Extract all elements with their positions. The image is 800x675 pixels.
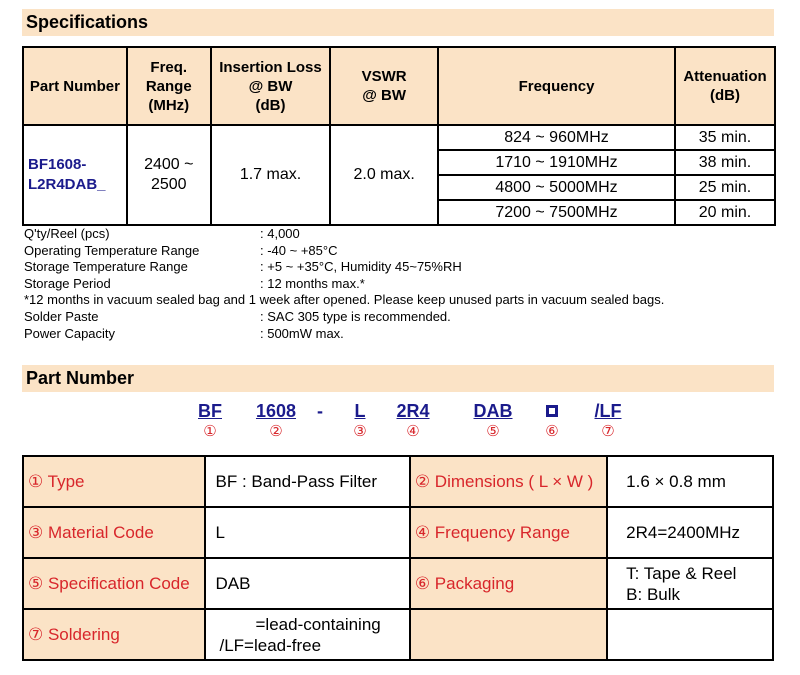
- pn-segment-packaging: ⑥: [538, 400, 566, 442]
- type-label: ① Type: [23, 456, 205, 507]
- band-frequency: 1710 ~ 1910MHz: [438, 150, 675, 175]
- note-label: Storage Period: [24, 275, 111, 291]
- pn-segment-dimensions: 1608 ②: [255, 401, 297, 440]
- note-label: Q'ty/Reel (pcs): [24, 226, 110, 241]
- part-number-value: BF1608- L2R4DAB_: [23, 125, 127, 225]
- pn-segment-material: L ③: [353, 401, 367, 440]
- band-attenuation: 38 min.: [675, 150, 775, 175]
- note-value: : SAC 305 type is recommended.: [260, 308, 451, 324]
- note-value: : -40 ~ +85°C: [260, 242, 338, 258]
- pn-segment-frequency: 2R4 ④: [396, 401, 430, 440]
- note-value: : 500mW max.: [260, 325, 344, 341]
- note-value: : 12 months max.*: [260, 275, 365, 291]
- part-number-heading: Part Number: [22, 365, 774, 392]
- pn-segment-type: BF ①: [198, 401, 222, 440]
- note-value: : 4,000: [260, 226, 300, 241]
- soldering-label: ⑦ Soldering: [23, 609, 205, 660]
- note-footnote: *12 months in vacuum sealed bag and 1 week after opened. Please keep unused parts in vacuum sealed bags.: [24, 292, 665, 308]
- type-value: BF : Band-Pass Filter: [205, 456, 410, 507]
- header-part-number: Part Number: [23, 47, 127, 125]
- note-label: Storage Temperature Range: [24, 259, 188, 275]
- band-attenuation: 35 min.: [675, 125, 775, 150]
- empty-cell: [410, 609, 607, 660]
- frequency-range-value: 2R4=2400MHz: [607, 507, 773, 558]
- packaging-label: ⑥ Packaging: [410, 558, 607, 609]
- part-number-table: [22, 455, 774, 661]
- band-frequency: 4800 ~ 5000MHz: [438, 175, 675, 200]
- header-frequency: Frequency: [438, 47, 675, 125]
- spec-code-label: ⑤ Specification Code: [23, 558, 205, 609]
- spec-code-value: DAB: [205, 558, 410, 609]
- vswr-value: 2.0 max.: [330, 125, 438, 225]
- specifications-table: [22, 46, 776, 226]
- material-code-value: L: [205, 507, 410, 558]
- pn-segment-spec-code: DAB ⑤: [473, 401, 513, 440]
- band-frequency: 7200 ~ 7500MHz: [438, 200, 675, 225]
- pn-segment-soldering: /LF ⑦: [594, 401, 622, 440]
- specifications-heading: Specifications: [22, 9, 774, 36]
- material-code-label: ③ Material Code: [23, 507, 205, 558]
- part-number-breakdown: [0, 400, 800, 450]
- header-vswr: VSWR @ BW: [330, 47, 438, 125]
- header-attenuation: Attenuation (dB): [675, 47, 775, 125]
- dimensions-label: ② Dimensions ( L × W ): [410, 456, 607, 507]
- empty-cell: [607, 609, 773, 660]
- insertion-loss-value: 1.7 max.: [211, 125, 331, 225]
- band-attenuation: 25 min.: [675, 175, 775, 200]
- header-insertion-loss: Insertion Loss @ BW (dB): [211, 47, 331, 125]
- freq-range-value: 2400 ~ 2500: [127, 125, 211, 225]
- soldering-value: =lead-containing /LF=lead-free: [205, 609, 410, 660]
- dimensions-value: 1.6 × 0.8 mm: [607, 456, 773, 507]
- packaging-square-icon: [546, 405, 558, 417]
- note-value: : +5 ~ +35°C, Humidity 45~75%RH: [260, 259, 462, 275]
- frequency-range-label: ④ Frequency Range: [410, 507, 607, 558]
- pn-segment-dash: -: [317, 401, 323, 421]
- note-label: Operating Temperature Range: [24, 242, 200, 258]
- packaging-value: T: Tape & Reel B: Bulk: [607, 558, 773, 609]
- band-frequency: 824 ~ 960MHz: [438, 125, 675, 150]
- note-label: Solder Paste: [24, 308, 99, 324]
- header-freq-range: Freq. Range (MHz): [127, 47, 211, 125]
- note-label: Power Capacity: [24, 325, 116, 341]
- band-attenuation: 20 min.: [675, 200, 775, 225]
